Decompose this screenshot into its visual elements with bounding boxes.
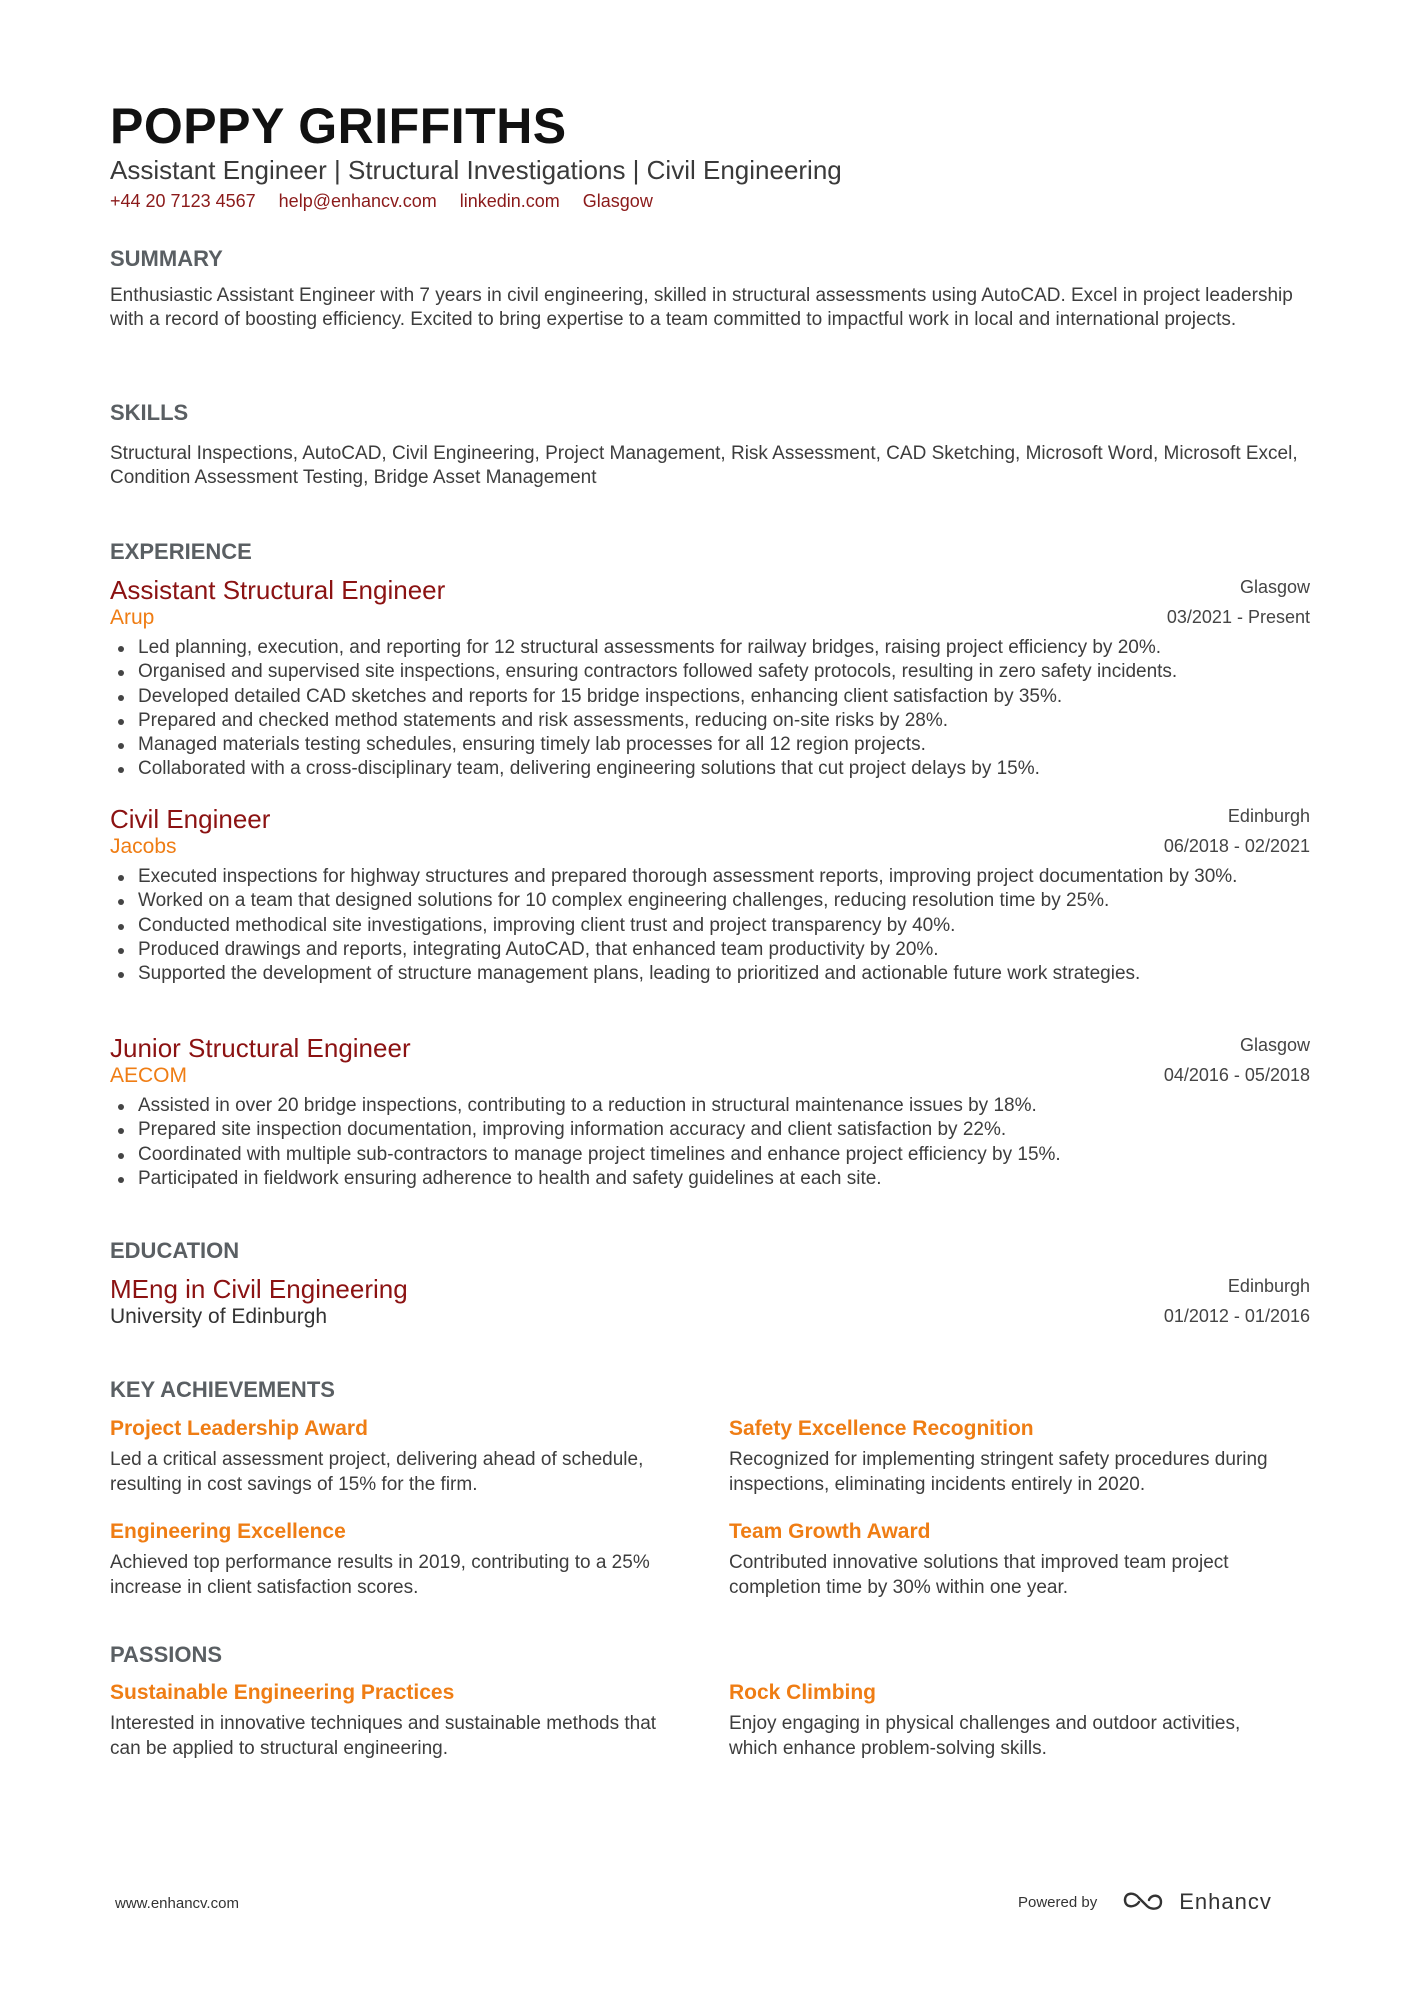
passion-title: Rock Climbing bbox=[729, 1681, 877, 1704]
bullet-item: Managed materials testing schedules, ensuring timely lab processes for all 12 region projects. bbox=[110, 733, 1310, 757]
experience-heading: EXPERIENCE bbox=[110, 539, 252, 564]
achievement-title: Engineering Excellence bbox=[110, 1520, 346, 1543]
bullet-item: Produced drawings and reports, integrating AutoCAD, that enhanced team productivity by 20%. bbox=[110, 938, 1310, 962]
education-heading: EDUCATION bbox=[110, 1238, 240, 1263]
powered-by-text: Powered by bbox=[1018, 1893, 1098, 1911]
achievement-title: Safety Excellence Recognition bbox=[729, 1417, 1034, 1440]
job-location: Glasgow bbox=[1239, 577, 1310, 597]
job-entry bbox=[110, 804, 1310, 986]
bullet-item: Worked on a team that designed solutions for 10 complex engineering challenges, reducing resolution time by 25%. bbox=[110, 889, 1310, 913]
passion-desc: Interested in innovative techniques and sustainable methods that can be applied to structural engineering. bbox=[110, 1713, 657, 1759]
skills-heading: SKILLS bbox=[110, 400, 189, 425]
job-location: Edinburgh bbox=[1227, 806, 1310, 826]
headline: Assistant Engineer | Structural Investigations | Civil Engineering bbox=[110, 155, 842, 185]
job-dates: 04/2016 - 05/2018 bbox=[1163, 1065, 1310, 1085]
job-bullets bbox=[110, 1094, 1310, 1191]
bullet-item: Assisted in over 20 bridge inspections, contributing to a reduction in structural maintenance issues by 18%. bbox=[110, 1094, 1310, 1118]
bullet-item: Supported the development of structure management plans, leading to prioritized and actionable future work strategies. bbox=[110, 962, 1310, 986]
job-company: Jacobs bbox=[110, 835, 177, 858]
institution: University of Edinburgh bbox=[110, 1305, 328, 1328]
achievement-item bbox=[729, 1416, 1289, 1497]
candidate-name: POPPY GRIFFITHS bbox=[110, 98, 567, 154]
bullet-item: Participated in fieldwork ensuring adherence to health and safety guidelines at each site. bbox=[110, 1167, 1310, 1191]
achievement-desc: Led a critical assessment project, delivering ahead of schedule, resulting in cost savings of 15% for the firm. bbox=[110, 1449, 644, 1495]
skills-text: Structural Inspections, AutoCAD, Civil Engineering, Project Management, Risk Assessment, CAD Sketching, Microsoft Word, Microsoft Excel, Condition Assessment Testing, Bridge Asset Management bbox=[110, 443, 1298, 488]
job-title: Civil Engineer bbox=[110, 804, 271, 834]
linkedin-link[interactable]: linkedin.com bbox=[459, 191, 560, 211]
achievement-item bbox=[110, 1416, 670, 1497]
achievement-item bbox=[110, 1519, 670, 1600]
bullet-item: Prepared and checked method statements and risk assessments, reducing on-site risks by 28%. bbox=[110, 709, 1310, 733]
enhancv-logo-icon bbox=[1121, 1888, 1169, 1917]
contact-row bbox=[110, 190, 671, 212]
job-company: AECOM bbox=[110, 1064, 188, 1087]
achievement-desc: Achieved top performance results in 2019, contributing to a 25% increase in client satisfaction scores. bbox=[110, 1552, 650, 1598]
passion-item bbox=[729, 1680, 1289, 1761]
bullet-item: Led planning, execution, and reporting for 12 structural assessments for railway bridges, raising project efficiency by 20%. bbox=[110, 636, 1310, 660]
achievement-desc: Contributed innovative solutions that improved team project completion time by 30% within one year. bbox=[729, 1552, 1229, 1598]
enhancv-brand-text[interactable]: Enhancv bbox=[1179, 1889, 1272, 1914]
job-dates: 03/2021 - Present bbox=[1166, 607, 1310, 627]
location-text: Glasgow bbox=[582, 191, 653, 211]
achievement-title: Project Leadership Award bbox=[110, 1417, 368, 1440]
bullet-item: Organised and supervised site inspections, ensuring contractors followed safety protocols, resulting in zero safety incidents. bbox=[110, 660, 1310, 684]
job-bullets bbox=[110, 865, 1310, 986]
education-entry bbox=[110, 1274, 1310, 1331]
passion-desc: Enjoy engaging in physical challenges and outdoor activities, which enhance problem-solving skills. bbox=[729, 1713, 1241, 1759]
bullet-item: Developed detailed CAD sketches and reports for 15 bridge inspections, enhancing client satisfaction by 35%. bbox=[110, 685, 1310, 709]
degree-title: MEng in Civil Engineering bbox=[110, 1274, 408, 1304]
summary-text: Enthusiastic Assistant Engineer with 7 years in civil engineering, skilled in structural assessments using AutoCAD. Excel in project leadership with a record of boosting efficiency. Excited to bring expertise to a team committed to impactful work in local and international projects. bbox=[110, 285, 1293, 330]
job-entry bbox=[110, 575, 1310, 782]
job-entry bbox=[110, 1033, 1310, 1191]
passions-heading: PASSIONS bbox=[110, 1642, 223, 1667]
job-location: Glasgow bbox=[1239, 1035, 1310, 1055]
email-link[interactable]: help@enhancv.com bbox=[278, 191, 437, 211]
bullet-item: Coordinated with multiple sub-contractors to manage project timelines and enhance project efficiency by 15%. bbox=[110, 1143, 1310, 1167]
passion-title: Sustainable Engineering Practices bbox=[110, 1681, 455, 1704]
summary-heading: SUMMARY bbox=[110, 246, 223, 271]
footer-website[interactable]: www.enhancv.com bbox=[115, 1895, 239, 1912]
job-title: Junior Structural Engineer bbox=[110, 1033, 411, 1063]
job-bullets bbox=[110, 636, 1310, 782]
achievements-heading: KEY ACHIEVEMENTS bbox=[110, 1377, 335, 1402]
bullet-item: Prepared site inspection documentation, improving information accuracy and client satisfaction by 22%. bbox=[110, 1118, 1310, 1142]
bullet-item: Executed inspections for highway structures and prepared thorough assessment reports, improving project documentation by 30%. bbox=[110, 865, 1310, 889]
job-company: Arup bbox=[110, 606, 155, 629]
job-dates: 06/2018 - 02/2021 bbox=[1163, 836, 1310, 856]
job-title: Assistant Structural Engineer bbox=[110, 575, 446, 605]
achievement-title: Team Growth Award bbox=[729, 1520, 931, 1543]
achievement-desc: Recognized for implementing stringent safety procedures during inspections, eliminating incidents entirely in 2020. bbox=[729, 1449, 1268, 1495]
passion-item bbox=[110, 1680, 670, 1761]
bullet-item: Collaborated with a cross-disciplinary team, delivering engineering solutions that cut project delays by 15%. bbox=[110, 757, 1310, 781]
education-location: Edinburgh bbox=[1227, 1276, 1310, 1296]
phone-link[interactable]: +44 20 7123 4567 bbox=[110, 191, 256, 211]
footer-branding bbox=[1018, 1885, 1272, 1919]
education-dates: 01/2012 - 01/2016 bbox=[1163, 1306, 1310, 1326]
achievement-item bbox=[729, 1519, 1289, 1600]
bullet-item: Conducted methodical site investigations, improving client trust and project transparency by 40%. bbox=[110, 914, 1310, 938]
